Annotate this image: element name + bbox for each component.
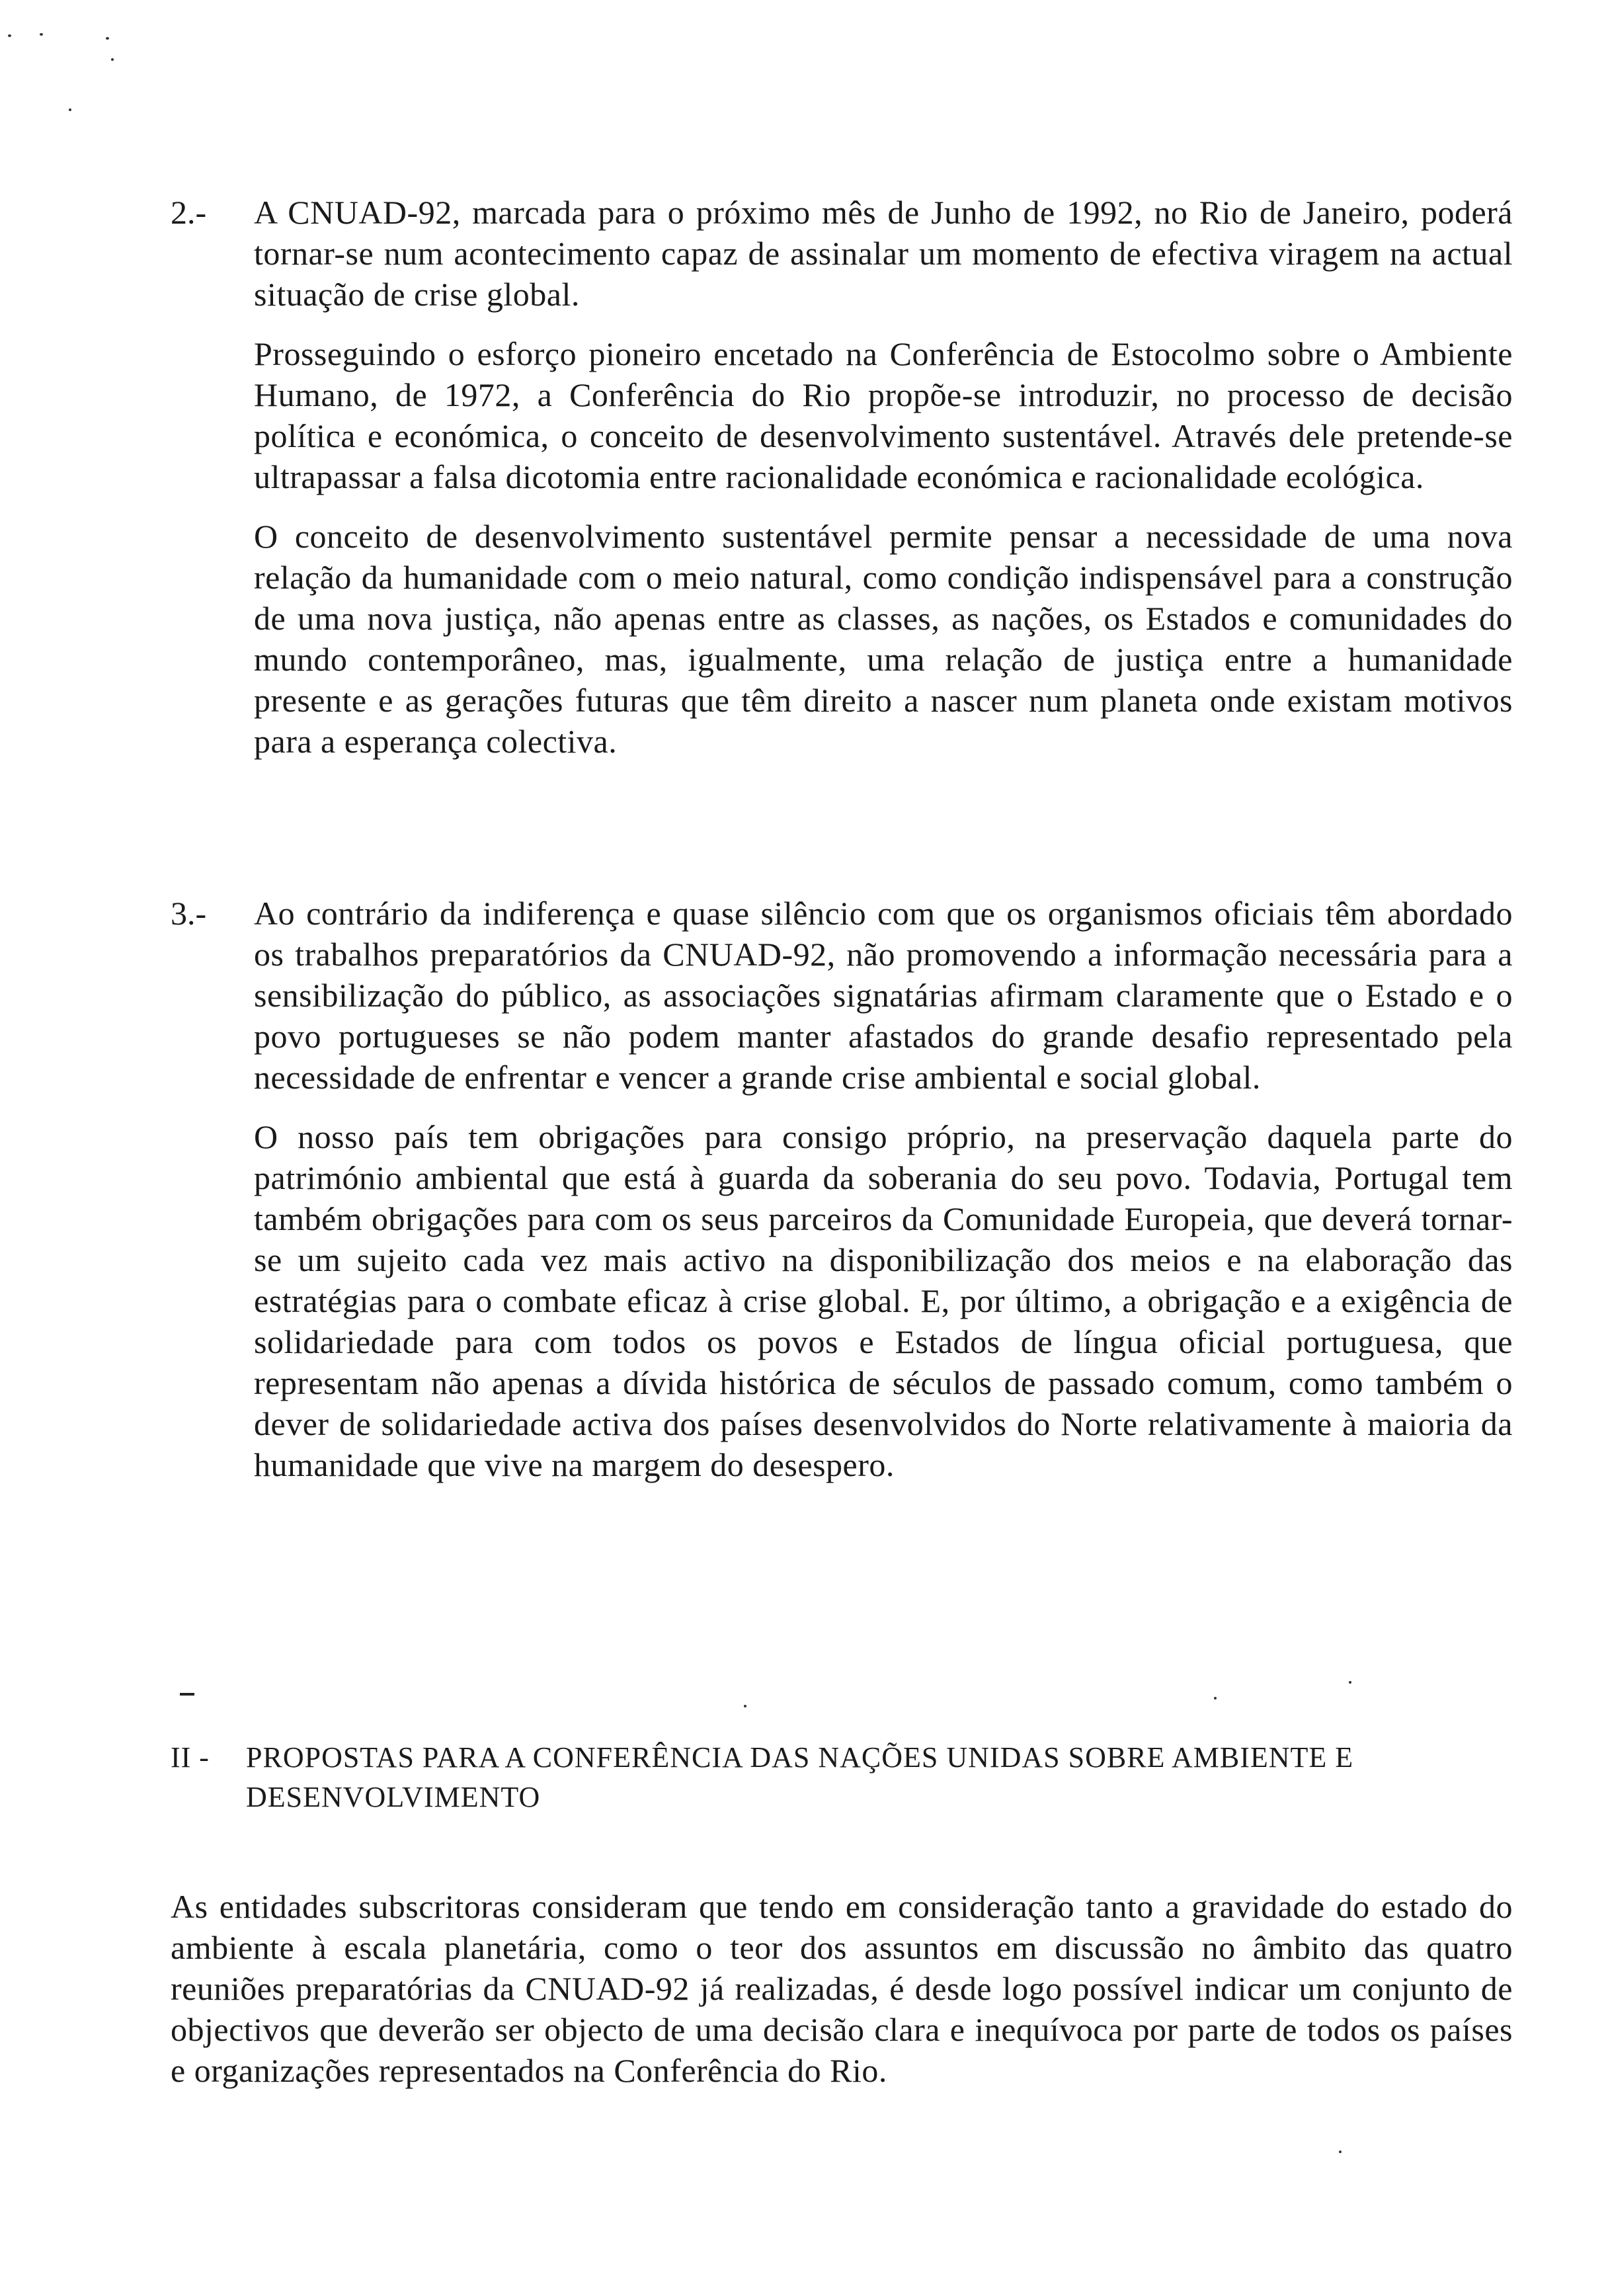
scan-speck [111,58,114,61]
paragraph: Ao contrário da indiferença e quase silêncio com que os organismos oficiais têm abordado os trabalhos preparatórios da CNUAD-92, não promovendo a informação necessária para a sensibilização do público, as associações signatárias afirmam claramente que o Estado e o povo portugueses se não podem manter afastados do grande desafio representado pela necessidade de enfrentar e vencer a grande crise ambiental e social global. [254,895,1513,1096]
section-2 [171,192,1513,780]
scan-speck [744,1705,746,1707]
scan-speck [1349,1681,1351,1684]
scan-speck [8,34,11,37]
section-body [254,192,1513,762]
section-heading [171,1738,1513,1817]
scan-speck [69,108,71,111]
heading-roman-numeral: II - [171,1741,210,1774]
scan-speck [1214,1697,1217,1700]
paragraph: O nosso país tem obrigações para consigo próprio, na preservação daquela parte do património ambiental que está à guarda da soberania do seu povo. Todavia, Portugal tem também obrigações para com os seus parceiros da Comunidade Europeia, que deverá tornar-se um sujeito cada vez mais activo na disponibilização dos meios e na elaboração das estratégias para o combate eficaz à crise global. E, por último, a obrigação e a exigência de solidariedade para com todos os povos e Estados de língua oficial portuguesa, que representam não apenas a dívida histórica de séculos de passado comum, como também o dever de solidariedade activa dos países desenvolvidos do Norte relativamente à maioria da humanidade que vive na margem do desespero. [254,1118,1513,1483]
scan-speck [40,33,43,36]
closing-paragraph: As entidades subscritoras consideram que tendo em consideração tanto a gravidade do estado do ambiente à escala planetária, como o teor dos assuntos em discussão no âmbito das quatro reuniões preparatórias da CNUAD-92 já realizadas, é desde logo possível indicar um conjunto de objectivos que deverão ser objecto de uma decisão clara e inequívoca por parte de todos os países e organizações representados na Conferência do Rio. [171,1888,1513,2089]
scan-speck [106,37,109,40]
paragraph: Prosseguindo o esforço pioneiro encetado na Conferência de Estocolmo sobre o Ambiente Humano, de 1972, a Conferência do Rio propõe-se introduzir, no processo de decisão política e económica, o conceito de desenvolvimento sustentável. Através dele pretende-se ultrapassar a falsa dicotomia entre racionalidade económica e racionalidade ecológica. [254,335,1513,495]
section-number: 2.- [171,194,207,231]
separator-dash [180,1693,194,1696]
section-body [254,893,1513,1485]
paragraph: O conceito de desenvolvimento sustentável permite pensar a necessidade de uma nova relação da humanidade com o meio natural, como condição indispensável para a construção de uma nova justiça, não apenas entre as classes, as nações, os Estados e comunidades do mundo contemporâneo, mas, igualmente, uma relação de justiça entre a humanidade presente e as gerações futuras que têm direito a nascer num planeta onde existam motivos para a esperança colectiva. [254,518,1513,760]
heading-text: PROPOSTAS PARA A CONFERÊNCIA DAS NAÇÕES UNIDAS SOBRE AMBIENTE E DESENVOLVIMENTO [246,1741,1354,1813]
section-3 [171,893,1513,1504]
paragraph: A CNUAD-92, marcada para o próximo mês de Junho de 1992, no Rio de Janeiro, poderá tornar-se num acontecimento capaz de assinalar um momento de efectiva viragem na actual situação de crise global. [254,194,1513,313]
section-number: 3.- [171,895,207,932]
scan-speck [1339,2151,1342,2153]
